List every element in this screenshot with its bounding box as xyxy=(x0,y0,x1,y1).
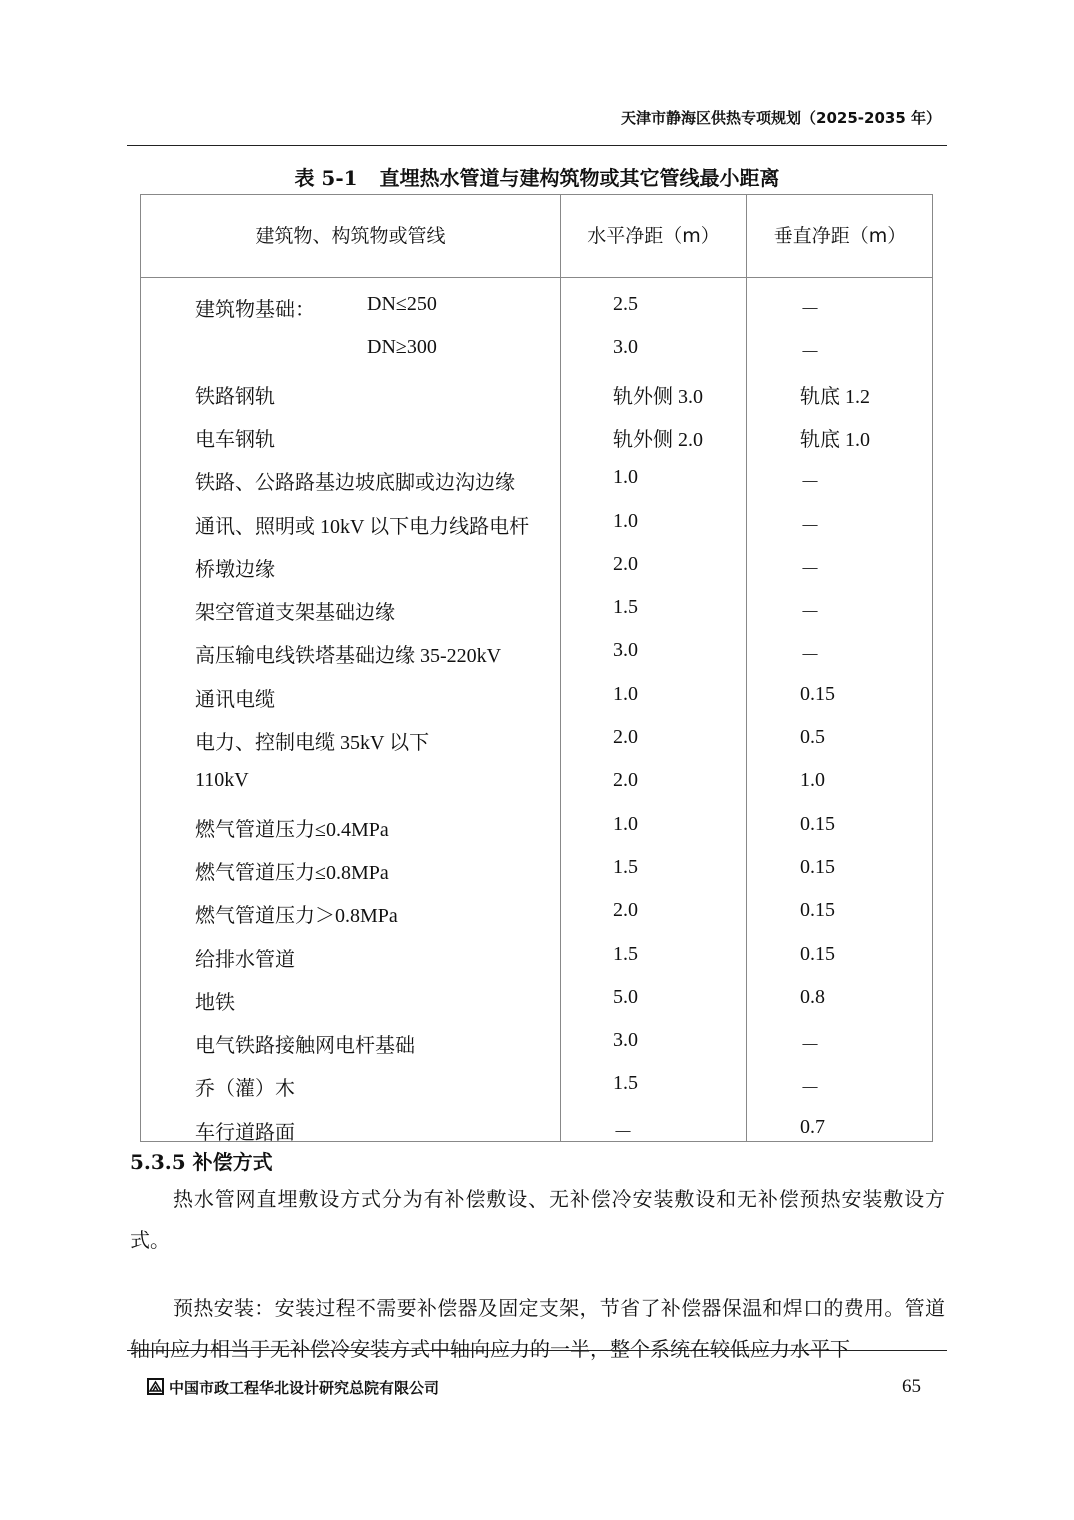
row-name: 110kV xyxy=(195,769,249,792)
table-caption-number: 表 5-1 xyxy=(294,166,358,190)
row-horizontal-distance: 轨外侧 2.0 xyxy=(613,428,703,451)
row-vertical-distance: 0.15 xyxy=(800,899,835,922)
header-horizontal-distance: 水平净距（m） xyxy=(587,225,720,247)
row-name: 电力、控制电缆 35kV 以下 xyxy=(195,732,430,754)
row-horizontal-distance: 5.0 xyxy=(613,985,638,1008)
row-vertical-distance: 0.15 xyxy=(800,682,835,705)
row-vertical-distance: － xyxy=(800,558,820,581)
table-row xyxy=(141,510,932,553)
row-vertical-distance: － xyxy=(800,1035,820,1058)
header-title: 天津市静海区供热专项规划（2025-2035 年） xyxy=(621,109,941,127)
row-horizontal-distance: 1.5 xyxy=(613,1072,638,1095)
row-vertical-distance: 0.15 xyxy=(800,855,835,878)
distance-table xyxy=(140,194,933,1142)
paragraph: 热水管网直埋敷设方式分为有补偿敷设、无补偿冷安装敷设和无补偿预热安装敷设方式。 xyxy=(130,1189,945,1252)
table-row xyxy=(141,336,932,379)
table-row xyxy=(141,726,932,769)
row-vertical-distance: － xyxy=(800,515,820,538)
row-subcondition: DN≥300 xyxy=(367,336,437,359)
row-horizontal-distance: 1.5 xyxy=(613,855,638,878)
row-horizontal-distance: 3.0 xyxy=(613,336,638,359)
row-name: 铁路、公路路基边坡底脚或边沟边缘 xyxy=(195,472,515,495)
table-row xyxy=(141,856,932,899)
row-vertical-distance: 轨底 1.2 xyxy=(800,385,870,408)
table-row xyxy=(141,596,932,639)
row-name: 乔（灌）木 xyxy=(195,1078,295,1101)
header-divider xyxy=(141,277,932,278)
row-horizontal-distance: 2.0 xyxy=(613,552,638,575)
row-horizontal-distance: 1.5 xyxy=(613,596,638,619)
row-name: 铁路钢轨 xyxy=(195,385,275,408)
table-row xyxy=(141,466,932,509)
row-vertical-distance: － xyxy=(800,299,820,321)
row-horizontal-distance: 1.0 xyxy=(613,466,638,489)
row-name: 电气铁路接触网电杆基础 xyxy=(195,1035,415,1058)
row-name: 燃气管道压力≤0.4MPa xyxy=(195,818,389,841)
table-row xyxy=(141,553,932,596)
row-subcondition: DN≤250 xyxy=(367,293,437,315)
row-vertical-distance: － xyxy=(800,1078,820,1101)
row-vertical-distance: 0.5 xyxy=(800,726,825,748)
table-row xyxy=(141,1072,932,1115)
table-row xyxy=(141,986,932,1029)
table-row xyxy=(141,1029,932,1072)
page-number: 65 xyxy=(902,1376,921,1397)
table-row xyxy=(141,943,932,986)
row-vertical-distance: 1.0 xyxy=(800,769,825,792)
row-name: 给排水管道 xyxy=(195,948,295,971)
row-horizontal-distance: 3.0 xyxy=(613,1029,638,1052)
row-horizontal-distance: － xyxy=(613,1121,633,1144)
row-horizontal-distance: 2.0 xyxy=(613,899,638,922)
row-name: 电车钢轨 xyxy=(195,428,275,451)
row-vertical-distance: － xyxy=(800,602,820,625)
row-name: 高压输电线铁塔基础边缘 35-220kV xyxy=(195,645,502,668)
row-name: 车行道路面 xyxy=(195,1121,295,1144)
table-row xyxy=(141,683,932,726)
row-name: 燃气管道压力＞0.8MPa xyxy=(195,905,398,928)
section-heading: 5.3.5 补偿方式 xyxy=(130,1150,273,1174)
row-vertical-distance: － xyxy=(800,645,820,668)
row-horizontal-distance: 1.0 xyxy=(613,509,638,532)
table-row xyxy=(141,423,932,466)
row-vertical-distance: 0.15 xyxy=(800,812,835,835)
row-horizontal-distance: 3.0 xyxy=(613,639,638,662)
table-row xyxy=(141,293,932,336)
row-vertical-distance: 0.7 xyxy=(800,1115,825,1138)
table-row xyxy=(141,639,932,682)
row-vertical-distance: 轨底 1.0 xyxy=(800,428,870,451)
header-vertical-distance: 垂直净距（m） xyxy=(773,225,907,247)
table-row xyxy=(141,899,932,942)
row-name: 地铁 xyxy=(195,991,235,1014)
row-name: 架空管道支架基础边缘 xyxy=(195,602,395,625)
row-vertical-distance: － xyxy=(800,342,820,365)
table-row xyxy=(141,380,932,423)
row-vertical-distance: 0.8 xyxy=(800,985,825,1008)
header-rule xyxy=(127,145,947,146)
row-name: 通讯电缆 xyxy=(195,688,275,711)
row-horizontal-distance: 2.0 xyxy=(613,726,638,748)
row-horizontal-distance: 2.5 xyxy=(613,293,638,315)
row-name: 燃气管道压力≤0.8MPa xyxy=(195,861,389,884)
row-name: 桥墩边缘 xyxy=(195,558,275,581)
table-caption-title: 直埋热水管道与建构筑物或其它管线最小距离 xyxy=(379,166,780,190)
row-horizontal-distance: 2.0 xyxy=(613,769,638,792)
footer-rule xyxy=(127,1350,947,1351)
row-horizontal-distance: 轨外侧 3.0 xyxy=(613,385,703,408)
header-structure: 建筑物、构筑物或管线 xyxy=(255,225,446,247)
table-caption xyxy=(0,162,1074,191)
paragraph: 预热安装：安装过程不需要补偿器及固定支架，节省了补偿器保温和焊口的费用。管道轴向应力相当于无补偿冷安装方式中轴向应力的一半，整个系统在较低应力水平下 xyxy=(130,1298,945,1361)
row-horizontal-distance: 1.0 xyxy=(613,682,638,705)
row-vertical-distance: － xyxy=(800,472,820,495)
company-logo-icon xyxy=(147,1378,164,1395)
footer-company: 中国市政工程华北设计研究总院有限公司 xyxy=(169,1379,440,1397)
row-horizontal-distance: 1.0 xyxy=(613,812,638,835)
table-row xyxy=(141,769,932,812)
table-row xyxy=(141,813,932,856)
row-horizontal-distance: 1.5 xyxy=(613,942,638,965)
row-name: 通讯、照明或 10kV 以下电力线路电杆 xyxy=(195,515,530,538)
row-name: 建筑物基础： xyxy=(195,299,315,321)
row-vertical-distance: 0.15 xyxy=(800,942,835,965)
